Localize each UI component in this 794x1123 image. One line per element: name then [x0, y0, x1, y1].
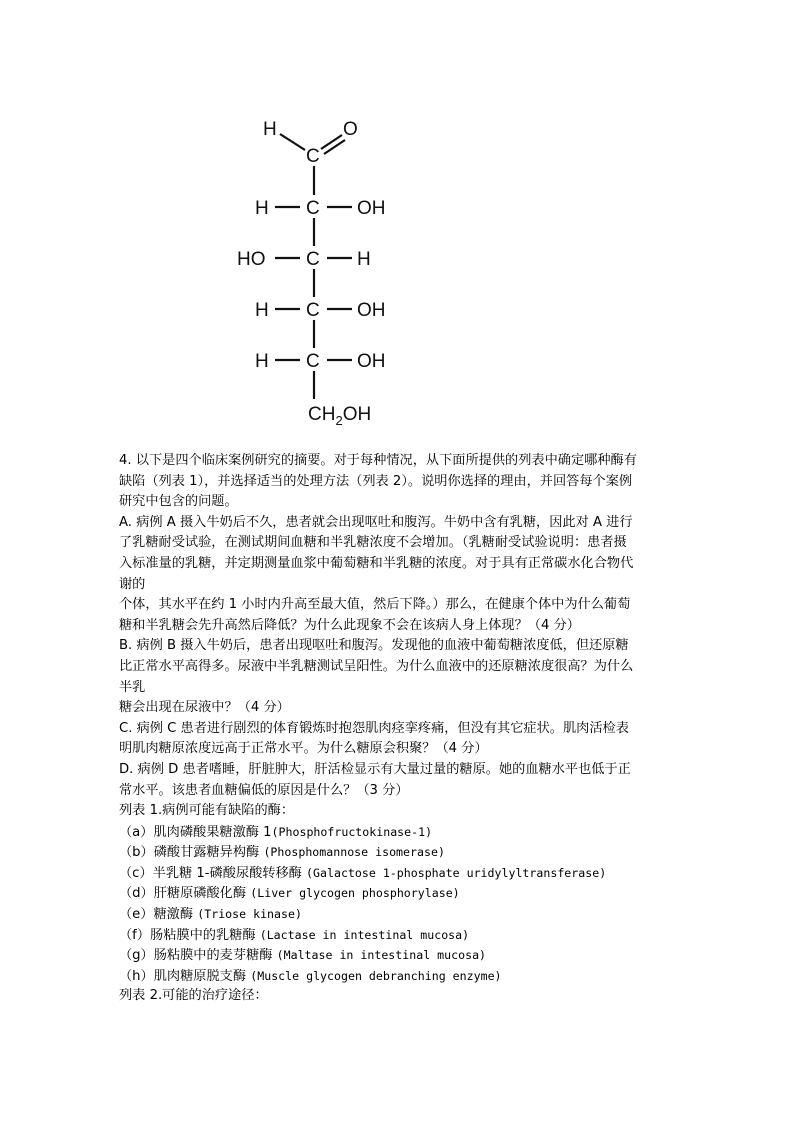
enzyme-name-en: (Maltase in intestinal mucosa) — [276, 948, 487, 963]
enzyme-name-cn: （h）肌肉糖原脱支酶 — [119, 968, 251, 984]
bond-h-c1 — [280, 134, 305, 150]
case-d-line: D. 病例 D 患者嗜睡，肝脏肿大，肝活检显示有大量过量的糖原。她的血糖水平也低于正 — [119, 761, 631, 777]
bond-c1-o-2 — [324, 140, 345, 154]
enzyme-name-en: (Lactase in intestinal mucosa) — [259, 927, 470, 942]
list-2-title: 列表 2.可能的治疗途径： — [119, 988, 268, 1004]
enzyme-name-en: (Liver glycogen phosphorylase) — [250, 886, 460, 901]
atom-ch2-subscript: 2 — [335, 413, 343, 428]
glucose-structure-diagram — [230, 108, 390, 433]
question-line: 研究中包含的问题。 — [119, 494, 238, 510]
enzyme-name-cn: （e）糖激酶 — [119, 907, 198, 923]
list-1-item — [119, 863, 679, 884]
question-line: 缺陷（列表 1），并选择适当的处理方法（列表 2）。说明你选择的理由，并回答每个案例 — [119, 473, 633, 489]
atom-ch2-oh: OH — [342, 404, 372, 425]
question-4-text — [119, 451, 679, 1007]
case-a-line: 谢的 — [119, 576, 146, 592]
case-a-line: 入标准量的乳糖，并定期测量血浆中葡萄糖和半乳糖的浓度。对于具有正常碳水化合物代 — [119, 555, 634, 571]
case-a-line: A. 病例 A 摄入牛奶后不久，患者就会出现呕吐和腹泻。牛奶中含有乳糖，因此对 A 进行 — [119, 514, 633, 530]
list-1-item — [119, 945, 679, 966]
atom-oh5: OH — [357, 351, 386, 372]
list-1-item — [119, 883, 679, 904]
enzyme-name-en: (Triose kinase) — [197, 907, 302, 922]
enzyme-name-en: (Phosphofructokinase-1) — [271, 824, 433, 839]
case-d-line: 常水平。该患者血糖偏低的原因是什么？（3 分） — [119, 782, 409, 798]
enzyme-name-en: (Muscle glycogen debranching enzyme) — [250, 968, 502, 983]
atom-h2: H — [255, 198, 269, 219]
case-a-line: 糖和半乳糖会先升高然后降低？为什么此现象不会在该病人身上体现？（4 分） — [119, 617, 580, 633]
question-line: 4. 以下是四个临床案例研究的摘要。对于每种情况，从下面所提供的列表中确定哪种酶有 — [119, 453, 637, 468]
atom-oh4: OH — [357, 300, 386, 321]
list-1-item — [119, 822, 679, 843]
atom-ch2oh — [308, 404, 371, 428]
atom-h3: H — [357, 249, 371, 270]
case-b-line: 糖会出现在尿液中？（4 分） — [119, 700, 290, 716]
list-1-item — [119, 966, 679, 987]
case-c-line: C. 病例 C 患者进行剧烈的体育锻炼时抱怨肌肉痉挛疼痛，但没有其它症状。肌肉活检表 — [119, 720, 629, 736]
enzyme-name-cn: （f）肠粘膜中的乳糖酶 — [119, 927, 260, 943]
case-b-line: B. 病例 B 摄入牛奶后，患者出现呕吐和腹泻。发现他的血液中葡萄糖浓度低，但还原糖 — [119, 638, 629, 654]
case-b-line: 比正常水平高得多。尿液中半乳糖测试呈阳性。为什么血液中的还原糖浓度很高？为什么 — [119, 658, 634, 674]
atom-ho3: HO — [237, 249, 266, 270]
atom-h4: H — [255, 300, 269, 321]
list-1-title: 列表 1.病例可能有缺陷的酶： — [119, 803, 295, 819]
list-1-item — [119, 842, 679, 863]
atom-h-top: H — [263, 119, 277, 140]
atom-h5: H — [255, 351, 269, 372]
enzyme-name-cn: （b）磷酸甘露糖异构酶 — [119, 845, 264, 861]
atom-c2: C — [306, 198, 320, 219]
atom-c1: C — [306, 146, 320, 167]
list-1-item — [119, 904, 679, 925]
enzyme-name-cn: （c）半乳糖 1-磷酸尿酸转移酶 — [119, 865, 307, 881]
atom-o-top: O — [343, 119, 358, 140]
list-1-item — [119, 925, 679, 946]
atom-c5: C — [306, 351, 320, 372]
enzyme-name-cn: （d）肝糖原磷酸化酶 — [119, 886, 251, 902]
case-a-line: 了乳糖耐受试验，在测试期间血糖和半乳糖浓度不会增加。（乳糖耐受试验说明：患者摄 — [119, 535, 627, 551]
atom-ch2: CH — [308, 404, 336, 425]
enzyme-name-en: (Phosphomannose isomerase) — [263, 845, 445, 860]
atom-c4: C — [306, 300, 320, 321]
case-c-line: 明肌肉糖原浓度远高于正常水平。为什么糖原会积聚？（4 分） — [119, 741, 488, 757]
atom-oh2: OH — [357, 198, 386, 219]
case-a-line: 个体，其水平在约 1 小时内升高至最大值，然后下降。）那么，在健康个体中为什么葡萄 — [119, 597, 631, 613]
case-b-line: 半乳 — [119, 679, 146, 695]
atom-c3: C — [306, 249, 320, 270]
enzyme-name-en: (Galactose 1-phosphate uridylyltransferase) — [306, 865, 607, 880]
enzyme-name-cn: （g）肠粘膜中的麦芽糖酶 — [119, 948, 277, 964]
enzyme-name-cn: （a）肌肉磷酸果糖激酶 1 — [119, 824, 272, 840]
bond-c1-o-1 — [321, 135, 342, 149]
